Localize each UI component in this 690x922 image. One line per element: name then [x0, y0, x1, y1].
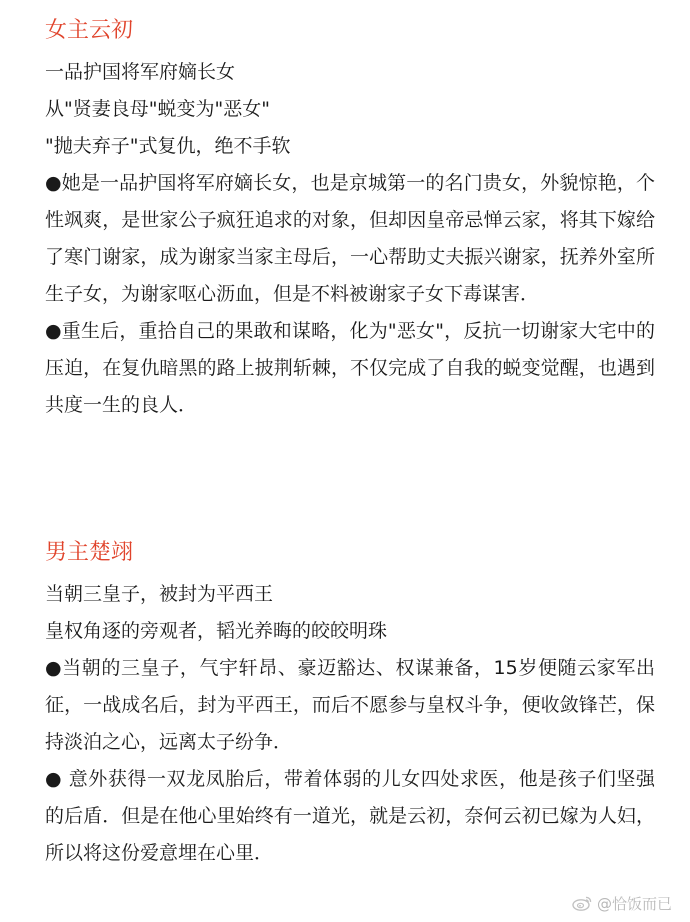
weibo-logo-icon	[572, 895, 592, 911]
section-hero	[45, 536, 655, 872]
hero-tagline-1: 当朝三皇子，被封为平西王	[45, 583, 274, 605]
hero-tagline-2: 皇权角逐的旁观者，韬光养晦的皎皎明珠	[45, 620, 388, 642]
section-heading-hero: 男主楚翊	[45, 540, 134, 565]
hero-paragraph-1: ●当朝的三皇子，气宇轩昂、豪迈豁达、权谋兼备，15岁便随云家军出征，一战成名后，封为平西王，而后不愿参与皇权斗争，便收敛锋芒，保持淡泊之心，远离太子纷争．	[45, 657, 655, 753]
heroine-tagline-3: "抛夫弃子"式复仇，绝不手软	[45, 135, 291, 157]
heroine-tagline-2: 从"贤妻良母"蜕变为"恶女"	[45, 98, 270, 120]
watermark	[572, 892, 672, 914]
heroine-paragraph-2: ●重生后，重拾自己的果敢和谋略，化为"恶女"，反抗一切谢家大宅中的压迫，在复仇暗黑的路上披荆斩棘，不仅完成了自我的蜕变觉醒，也遇到共度一生的良人．	[45, 320, 655, 416]
hero-paragraph-2: ● 意外获得一双龙凤胎后，带着体弱的儿女四处求医，他是孩子们坚强的后盾．但是在他心里始终有一道光，就是云初，奈何云初已嫁为人妇，所以将这份爱意埋在心里．	[45, 768, 655, 864]
watermark-text: @恰饭而已	[596, 894, 672, 913]
section-heroine	[45, 14, 655, 424]
heroine-tagline-1: 一品护国将军府嫡长女	[45, 61, 236, 83]
heroine-paragraph-1: ●她是一品护国将军府嫡长女，也是京城第一的名门贵女，外貌惊艳，个性飒爽，是世家公子疯狂追求的对象，但却因皇帝忌惮云家，将其下嫁给了寒门谢家，成为谢家当家主母后，一心帮助丈夫振兴谢家，抚养外室所生子女，为谢家呕心沥血，但是不料被谢家子女下毒谋害．	[45, 172, 655, 305]
section-heading-heroine: 女主云初	[45, 18, 134, 43]
